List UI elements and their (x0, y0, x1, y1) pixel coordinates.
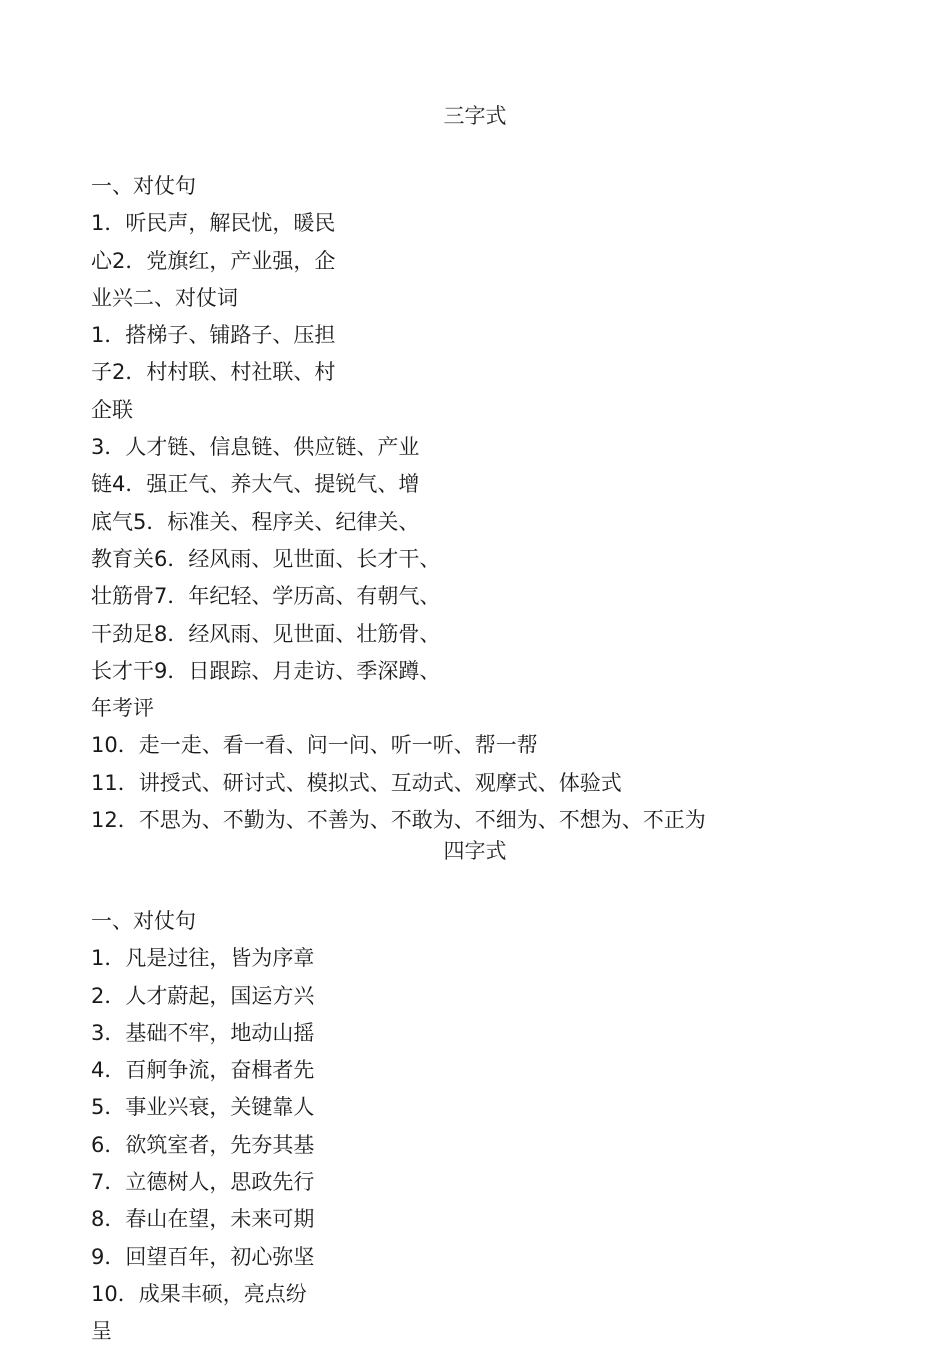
text-line: 呈 (91, 1319, 112, 1344)
text-line: 子2．村村联、村社联、村 (91, 360, 336, 385)
text-line: 5．事业兴衰，关键靠人 (91, 1095, 315, 1120)
text-line: 教育关6．经风雨、见世面、长才干、 (91, 546, 441, 571)
text-line: 10．走一走、看一看、问一问、听一听、帮一帮 (91, 733, 538, 758)
text-line: 9．回望百年，初心弥坚 (91, 1244, 315, 1269)
text-line: 10．成果丰硕，亮点纷 (91, 1281, 307, 1306)
text-line: 12．不思为、不勤为、不善为、不敢为、不细为、不想为、不正为 (91, 808, 706, 833)
text-line: 心2．党旗红，产业强，企 (91, 248, 336, 273)
text-line: 壮筋骨7．年纪轻、学历高、有朝气、 (91, 584, 441, 609)
text-line: 长才干9．日跟踪、月走访、季深蹲、 (91, 658, 441, 683)
text-line: 一、对仗句 (91, 174, 196, 198)
text-line: 一、对仗句 (91, 909, 196, 933)
text-line: 7．立德树人，思政先行 (91, 1170, 315, 1195)
text-line: 4．百舸争流，奋楫者先 (91, 1058, 315, 1083)
text-line: 业兴二、对仗词 (91, 285, 238, 310)
text-line: 链4．强正气、养大气、提锐气、增 (91, 472, 420, 497)
text-line: 1．听民声，解民忧，暖民 (91, 211, 336, 236)
text-line: 6．欲筑室者，先夯其基 (91, 1132, 315, 1157)
text-line: 1．搭梯子、铺路子、压担 (91, 323, 336, 348)
text-line: 2．人才蔚起，国运方兴 (91, 983, 315, 1008)
text-line: 企联 (91, 397, 133, 422)
text-line: 11．讲授式、研讨式、模拟式、互动式、观摩式、体验式 (91, 770, 622, 795)
text-line: 8．春山在望，未来可期 (91, 1207, 315, 1232)
section-title-three-character: 三字式 (443, 104, 507, 128)
text-line: 3．人才链、信息链、供应链、产业 (91, 435, 420, 460)
text-line: 年考评 (91, 696, 154, 721)
text-line: 底气5．标准关、程序关、纪律关、 (91, 509, 420, 534)
text-line: 3．基础不牢，地动山摇 (91, 1020, 315, 1045)
text-line: 干劲足8．经风雨、见世面、壮筋骨、 (91, 621, 441, 646)
section-body-three-character (91, 168, 911, 839)
section-body-four-character (91, 903, 911, 1351)
text-line: 1．凡是过往，皆为序章 (91, 946, 315, 971)
section-title-four-character: 四字式 (443, 839, 507, 863)
